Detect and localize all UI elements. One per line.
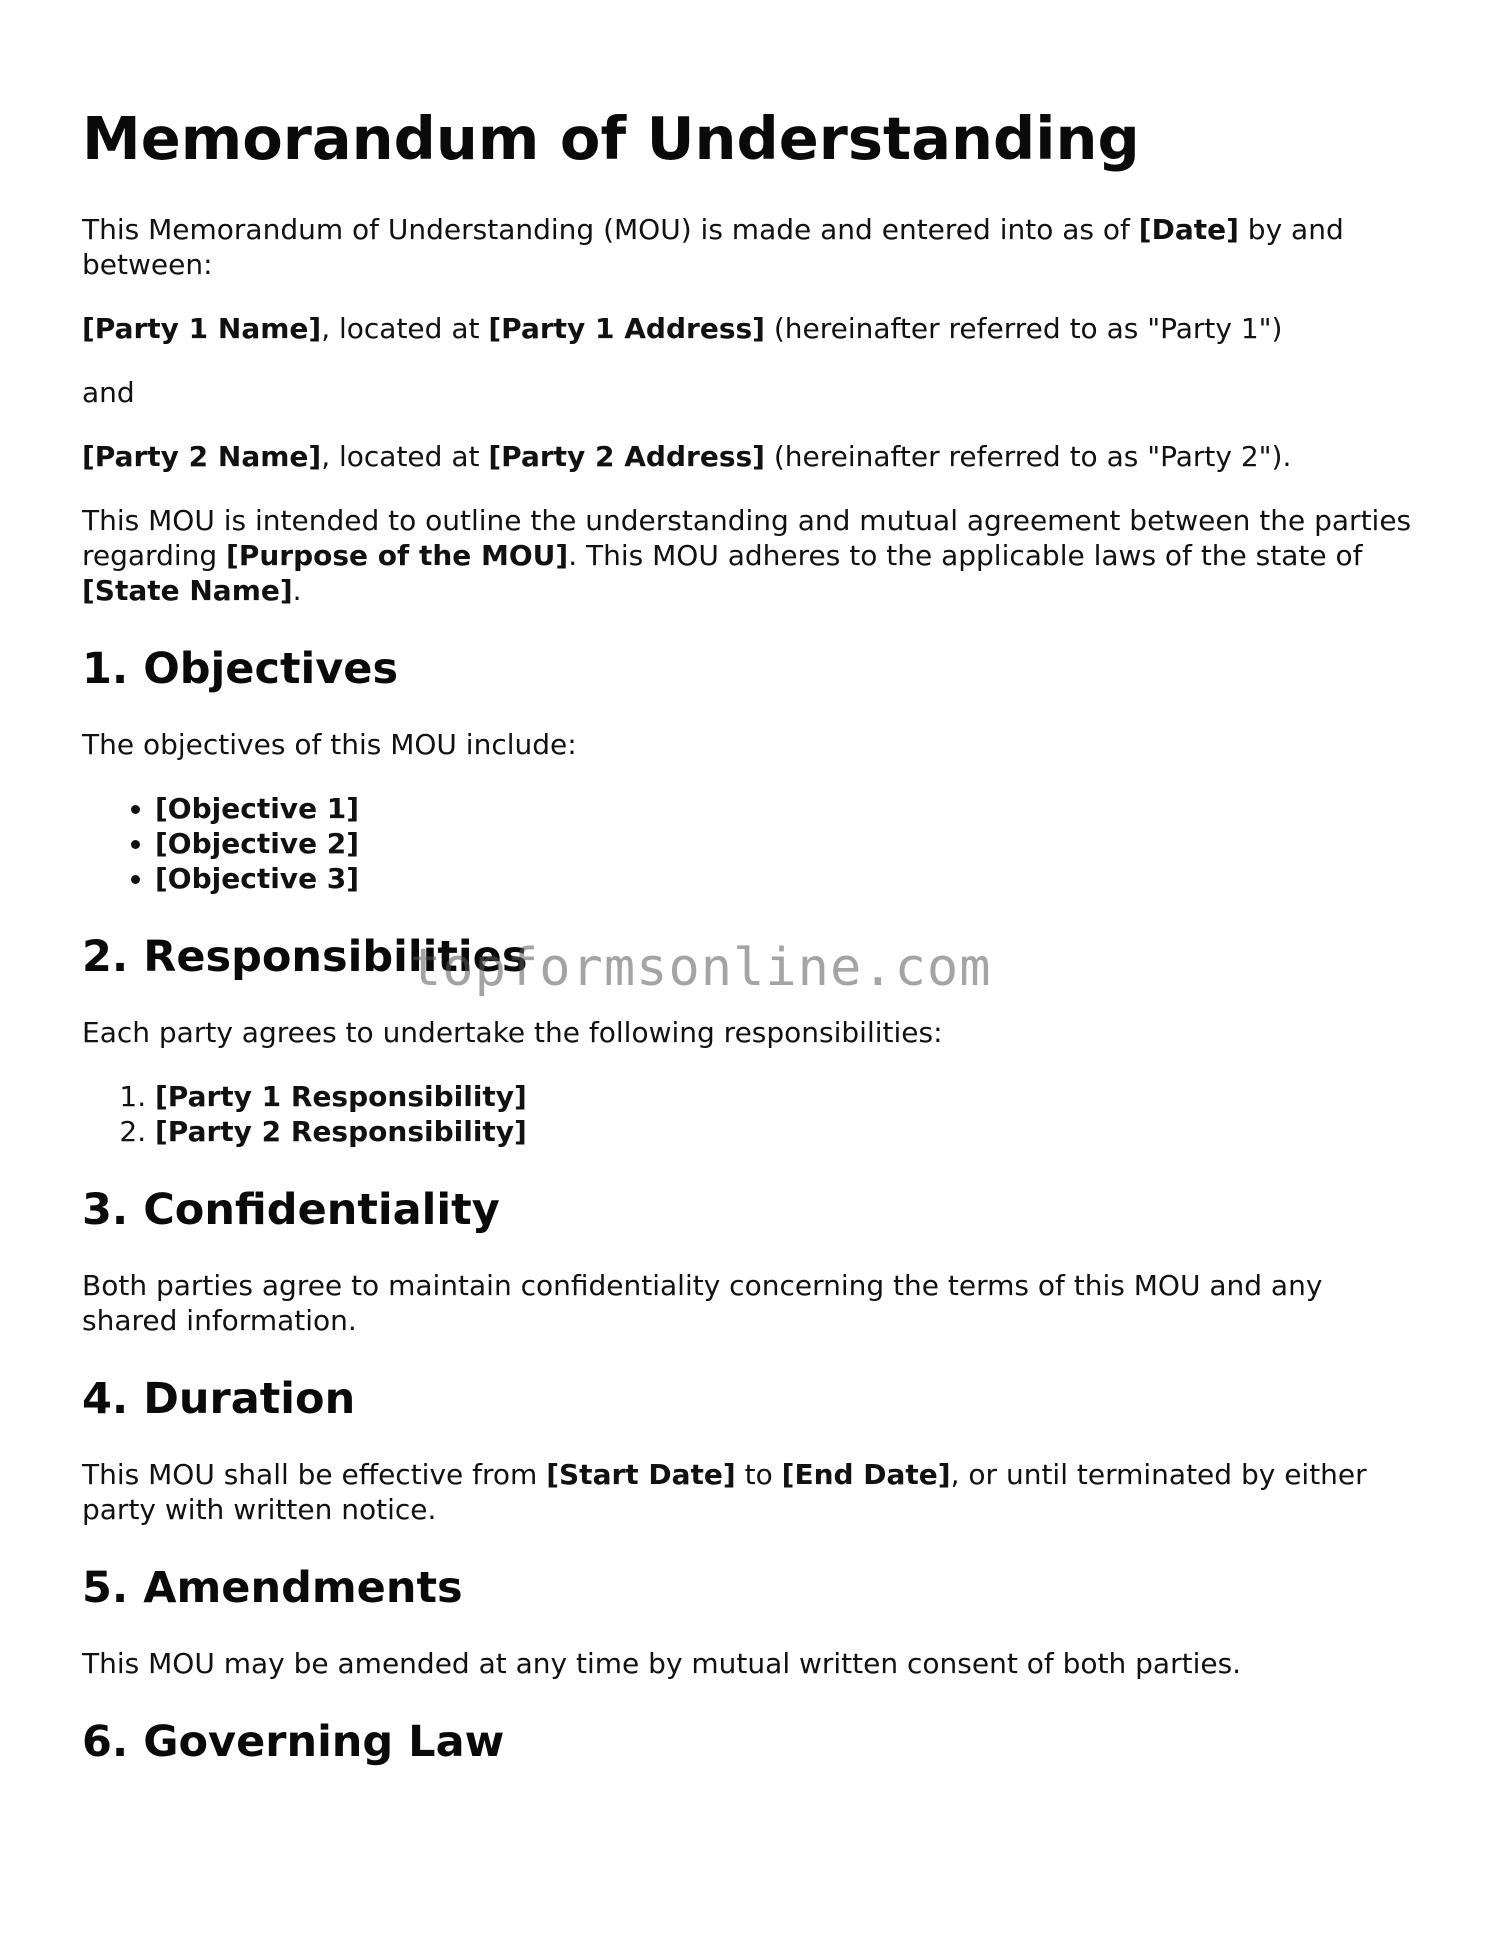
responsibility-item: 1. [Party 1 Responsibility] (155, 1079, 1422, 1114)
party1-paragraph: [Party 1 Name], located at [Party 1 Address] (hereinafter referred to as "Party 1") (82, 312, 1283, 345)
duration-heading: 4. Duration (82, 1374, 356, 1424)
confidentiality-text: Both parties agree to maintain confidentiality concerning the terms of this MOU and any shared information. (82, 1269, 1323, 1337)
objective-item: • [Objective 3] (155, 861, 1422, 896)
objectives-heading: 1. Objectives (82, 644, 399, 694)
responsibility-item: 2. [Party 2 Responsibility] (155, 1114, 1422, 1149)
governing-law-heading: 6. Governing Law (82, 1717, 505, 1767)
purpose-paragraph: This MOU is intended to outline the understanding and mutual agreement between the parties regarding [Purpose of the MOU]. This MOU adheres to the applicable laws of the state of [State Name]. (82, 504, 1412, 607)
date-placeholder: [Date] (1138, 213, 1239, 246)
watermark: topformsonline.com (410, 938, 992, 998)
amendments-heading: 5. Amendments (82, 1563, 463, 1613)
responsibilities-intro: Each party agrees to undertake the following responsibilities: (82, 1016, 943, 1049)
party1-address: [Party 1 Address] (488, 312, 765, 345)
and-text: and (82, 376, 135, 409)
objectives-list (82, 791, 1422, 896)
responsibilities-list (82, 1079, 1422, 1149)
document-page (82, 0, 1422, 1768)
party2-address: [Party 2 Address] (488, 440, 765, 473)
amendments-text: This MOU may be amended at any time by mutual written consent of both parties. (82, 1647, 1242, 1680)
party2-name: [Party 2 Name] (82, 440, 322, 473)
duration-text: This MOU shall be effective from [Start Date] to [End Date], or until terminated by either party with written notice. (82, 1458, 1367, 1526)
purpose-placeholder: [Purpose of the MOU] (226, 539, 569, 572)
confidentiality-heading: 3. Confidentiality (82, 1185, 500, 1235)
start-date-placeholder: [Start Date] (546, 1458, 736, 1491)
objectives-intro: The objectives of this MOU include: (82, 728, 577, 761)
party1-name: [Party 1 Name] (82, 312, 322, 345)
end-date-placeholder: [End Date] (781, 1458, 951, 1491)
objective-item: • [Objective 2] (155, 826, 1422, 861)
objective-item: • [Objective 1] (155, 791, 1422, 826)
responsibilities-heading: 2. Responsibilities (82, 932, 528, 982)
document-title: Memorandum of Understanding (82, 104, 1140, 173)
intro-paragraph: This Memorandum of Understanding (MOU) is made and entered into as of [Date] by and between: (82, 213, 1344, 281)
state-placeholder: [State Name] (82, 574, 293, 607)
party2-paragraph: [Party 2 Name], located at [Party 2 Address] (hereinafter referred to as "Party 2"). (82, 440, 1292, 473)
